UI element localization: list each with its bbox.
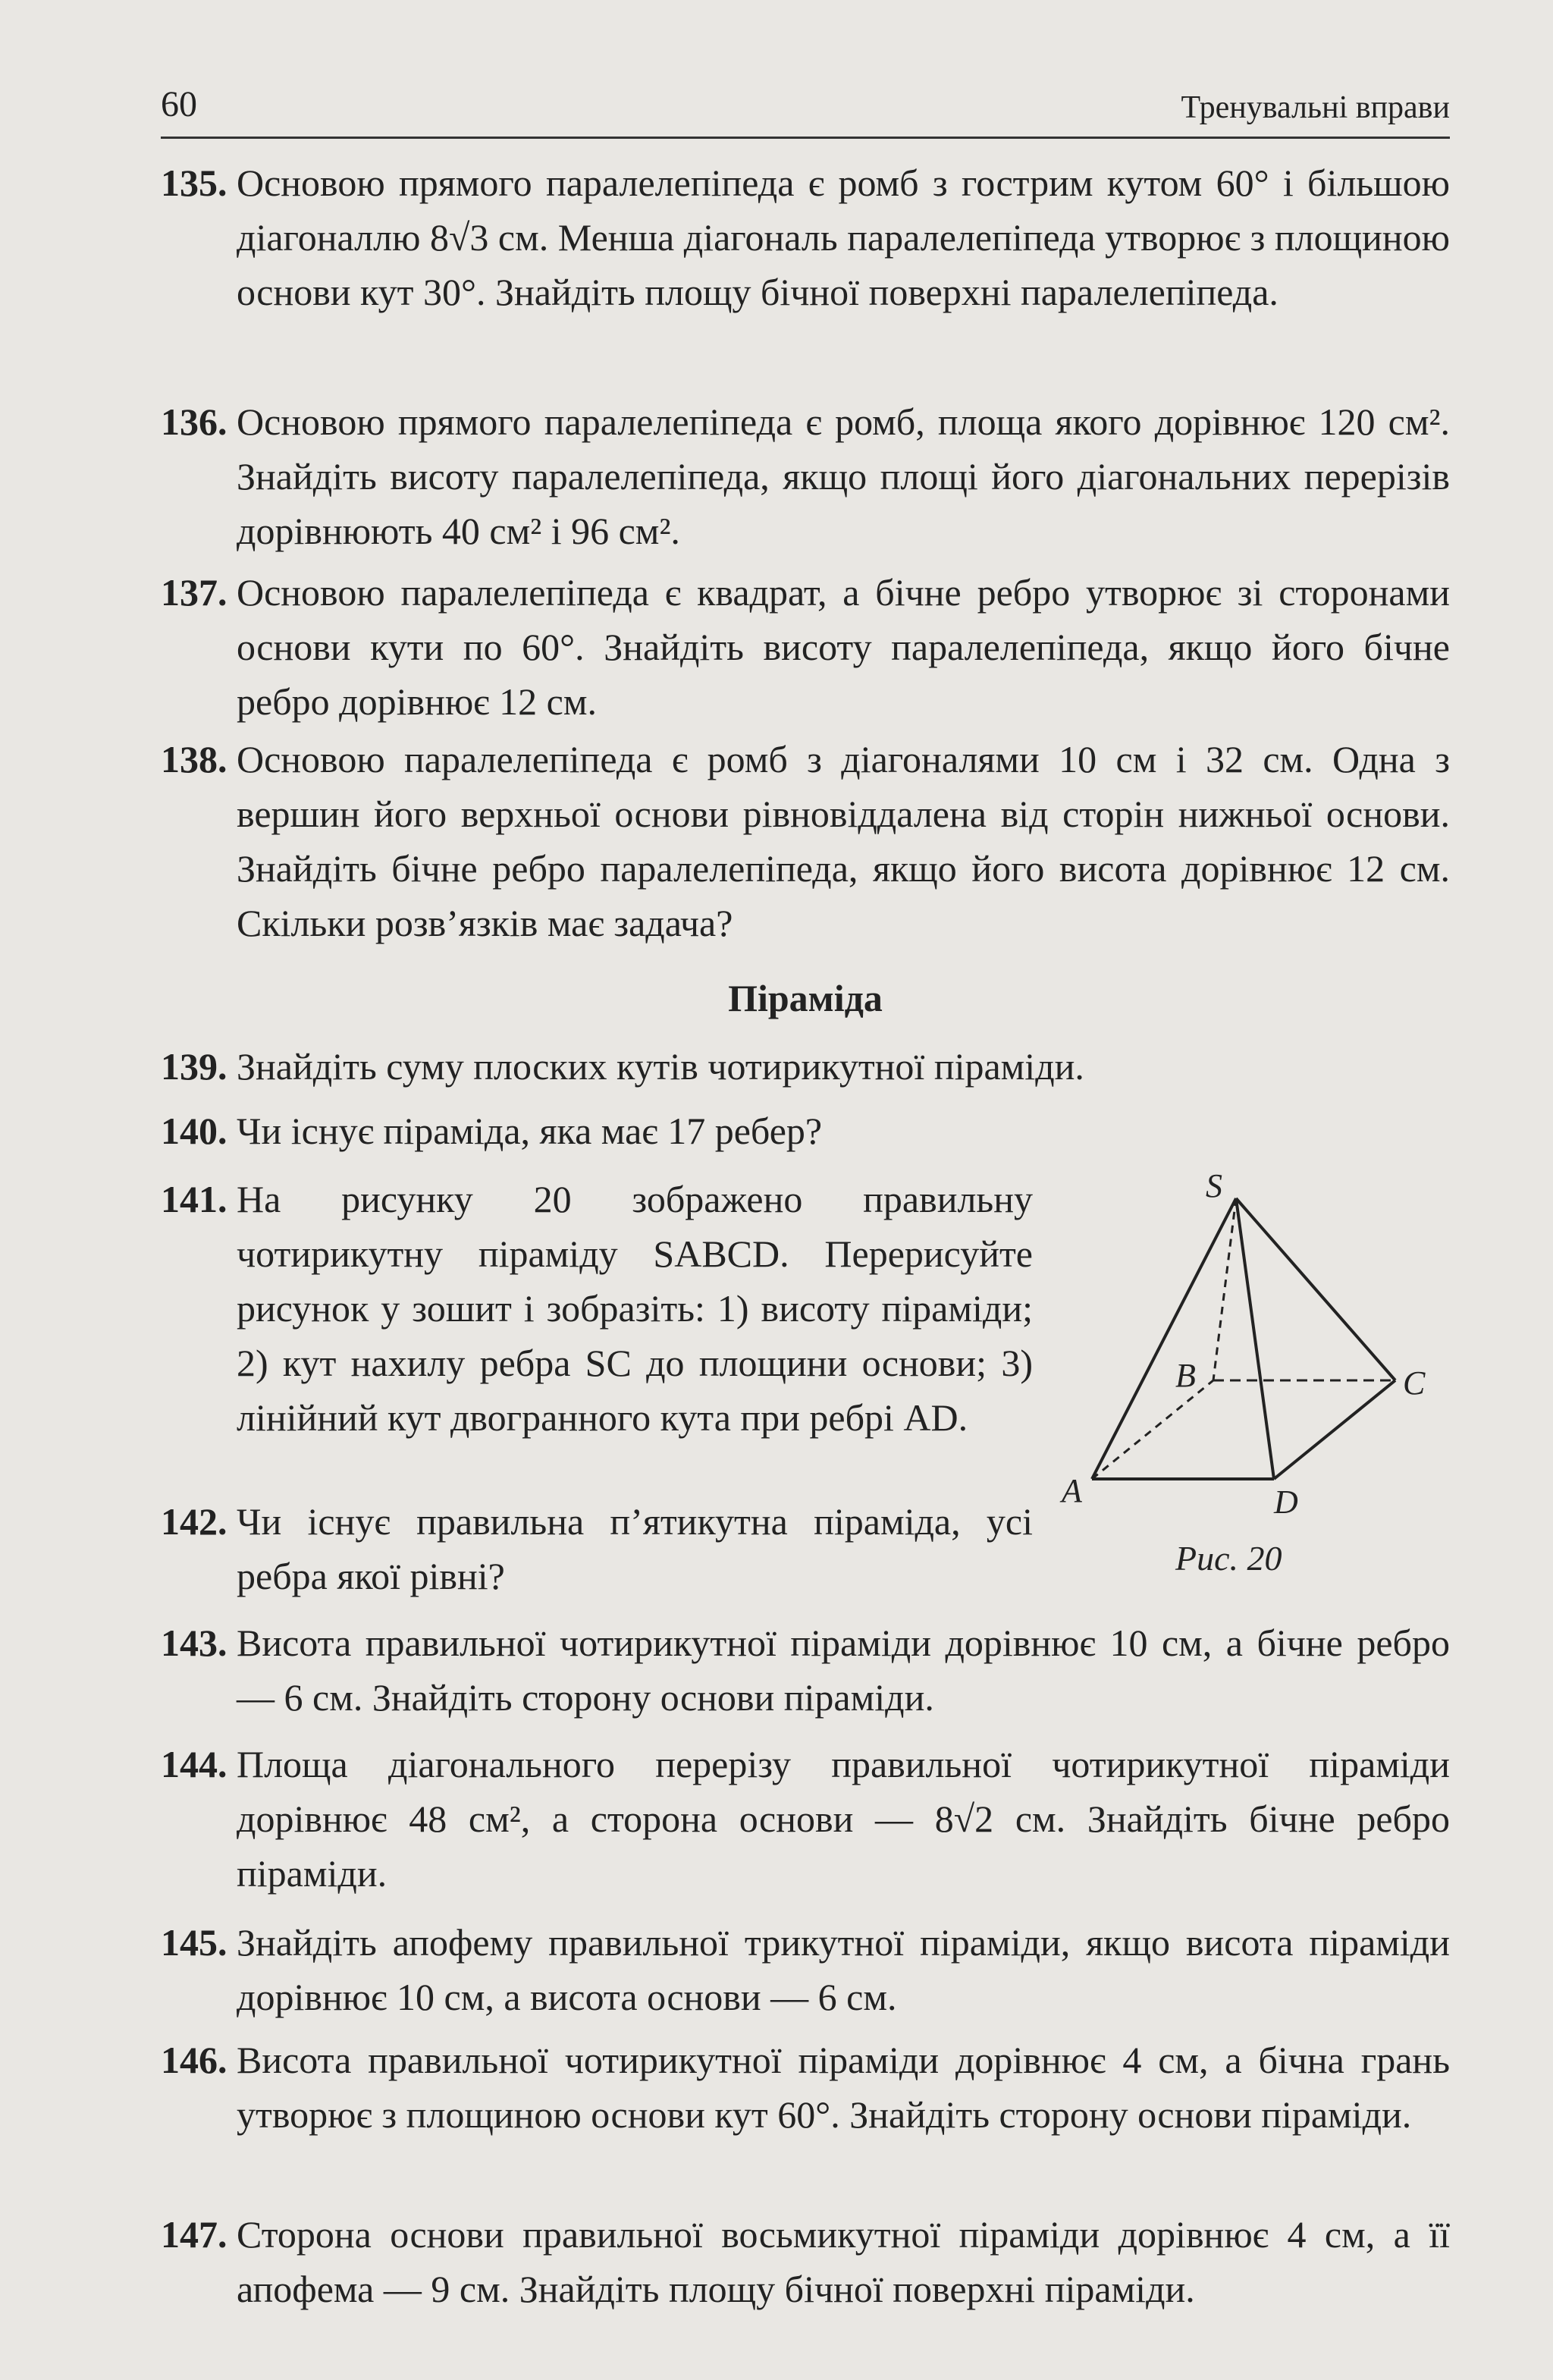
problem-number: 136. <box>161 400 227 443</box>
vertex-label-A: A <box>1062 1472 1082 1509</box>
problem-number: 141. <box>161 1178 227 1220</box>
problem-text: Знайдіть суму плоских кутів чотирикутної піраміди. <box>237 1045 1084 1088</box>
problem-number: 139. <box>161 1045 227 1088</box>
problem-143 <box>161 1615 1450 1725</box>
edge-SD <box>1236 1198 1274 1479</box>
page-number: 60 <box>161 84 197 124</box>
problem-text: Висота правильної чотирикутної піраміди дорівнює 4 см, а бічна грань утворює з площиною основи кут 60°. Знайдіть сторону основи піраміди. <box>237 2039 1450 2136</box>
page-header <box>161 76 1450 139</box>
edge-SA <box>1092 1198 1236 1479</box>
edge-SC <box>1236 1198 1395 1380</box>
vertex-label-B: B <box>1175 1357 1196 1394</box>
problem-text: Основою прямого паралелепіпеда є ромб з гострим кутом 60° і більшою діагоналлю 8√3 см. Менша діагональ паралелепіпеда утворює з площиною основи кут 30°. Знайдіть площу бічної поверхні паралелепіпеда. <box>237 162 1450 313</box>
problem-number: 146. <box>161 2039 227 2081</box>
problem-text: Основою прямого паралелепіпеда є ромб, площа якого дорівнює 120 см². Знайдіть висоту паралелепіпеда, якщо площі його діагональних перерізів дорівнюють 40 см² і 96 см². <box>237 400 1450 552</box>
problem-142 <box>161 1494 1033 1603</box>
figure-caption: Рис. 20 <box>1175 1539 1282 1578</box>
vertex-label-S: S <box>1206 1168 1222 1204</box>
problem-number: 147. <box>161 2213 227 2256</box>
problem-number: 145. <box>161 1921 227 1964</box>
problem-144 <box>161 1737 1450 1901</box>
problem-140 <box>161 1104 1450 1158</box>
problem-139 <box>161 1039 1450 1094</box>
problem-number: 137. <box>161 571 227 614</box>
edge-DC <box>1274 1380 1395 1479</box>
problem-text: Чи існує правильна п’ятикутна піраміда, усі ребра якої рівні? <box>237 1500 1033 1597</box>
problem-135 <box>161 155 1450 319</box>
problem-text: Висота правильної чотирикутної піраміди дорівнює 10 см, а бічне ребро — 6 см. Знайдіть сторону основи піраміди. <box>237 1622 1450 1719</box>
problem-text: Основою паралелепіпеда є ромб з діагоналями 10 см і 32 см. Одна з вершин його верхньої основи рівновіддалена від сторін нижньої основи. Знайдіть бічне ребро паралелепіпеда, якщо його висота дорівнює 12 см. Скільки розв’язків має задача? <box>237 738 1450 944</box>
problem-138 <box>161 732 1450 950</box>
problem-text: Основою паралелепіпеда є квадрат, а бічне ребро утворює зі сторонами основи кути по 60°. Знайдіть висоту паралелепіпеда, якщо його бічне ребро дорівнює 12 см. <box>237 571 1450 723</box>
figure-20 <box>1054 1168 1448 1593</box>
problem-136 <box>161 394 1450 558</box>
pyramid-diagram <box>1054 1168 1448 1593</box>
vertex-label-C: C <box>1403 1364 1426 1402</box>
problem-146 <box>161 2033 1450 2142</box>
vertex-label-D: D <box>1274 1484 1298 1521</box>
problem-number: 135. <box>161 162 227 204</box>
problem-text: Знайдіть апофему правильної трикутної піраміди, якщо висота піраміди дорівнює 10 см, а висота основи — 6 см. <box>237 1921 1450 2018</box>
problem-text: Площа діагонального перерізу правильної чотирикутної піраміди дорівнює 48 см², а сторона основи — 8√2 см. Знайдіть бічне ребро піраміди. <box>237 1743 1450 1895</box>
problem-137 <box>161 565 1450 729</box>
running-title: Тренувальні вправи <box>1181 90 1450 125</box>
edge-SB-hidden <box>1213 1198 1236 1380</box>
problem-number: 140. <box>161 1110 227 1152</box>
problem-141 <box>161 1172 1033 1445</box>
problem-text: На рисунку 20 зображено правильну чотирикутну піраміду SABCD. Перерисуйте рисунок у зошит і зобразіть: 1) висоту піраміди; 2) кут нахилу ребра SC до площини основи; 3) лінійний кут двогранного кута при ребрі AD. <box>237 1178 1033 1439</box>
problem-text: Чи існує піраміда, яка має 17 ребер? <box>237 1110 823 1152</box>
problem-number: 143. <box>161 1622 227 1664</box>
edge-AB-hidden <box>1092 1380 1213 1479</box>
problem-147 <box>161 2207 1450 2316</box>
problem-number: 142. <box>161 1500 227 1543</box>
problem-number: 144. <box>161 1743 227 1785</box>
problem-number: 138. <box>161 738 227 780</box>
section-title: Піраміда <box>728 977 883 1019</box>
problem-text: Сторона основи правильної восьмикутної піраміди дорівнює 4 см, а її апофема — 9 см. Знайдіть площу бічної поверхні піраміди. <box>237 2213 1450 2310</box>
problem-145 <box>161 1915 1450 2024</box>
